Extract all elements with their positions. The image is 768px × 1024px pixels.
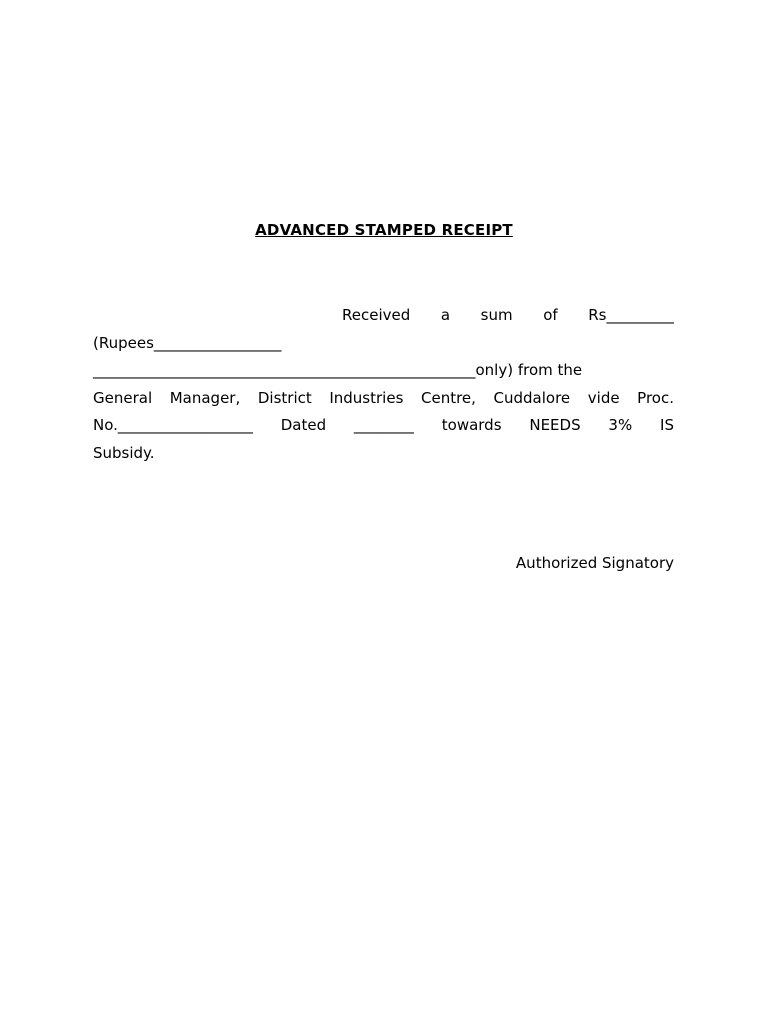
receipt-body [93,302,674,467]
receipt-line-5: No.__________________ Dated ________ towards NEEDS 3% IS [93,416,674,434]
receipt-line-1: Received a sum of Rs_________ [342,306,674,324]
receipt-line-2: (Rupees_________________ [93,333,282,352]
receipt-line-6: Subsidy. [93,443,155,462]
receipt-line-3: ___________________________________________________only) from the [93,361,583,379]
receipt-line-4: General Manager, District Industries Centre, Cuddalore vide Proc. [93,388,674,407]
authorized-signatory-label: Authorized Signatory [515,554,674,572]
receipt-title: ADVANCED STAMPED RECEIPT [255,221,513,239]
